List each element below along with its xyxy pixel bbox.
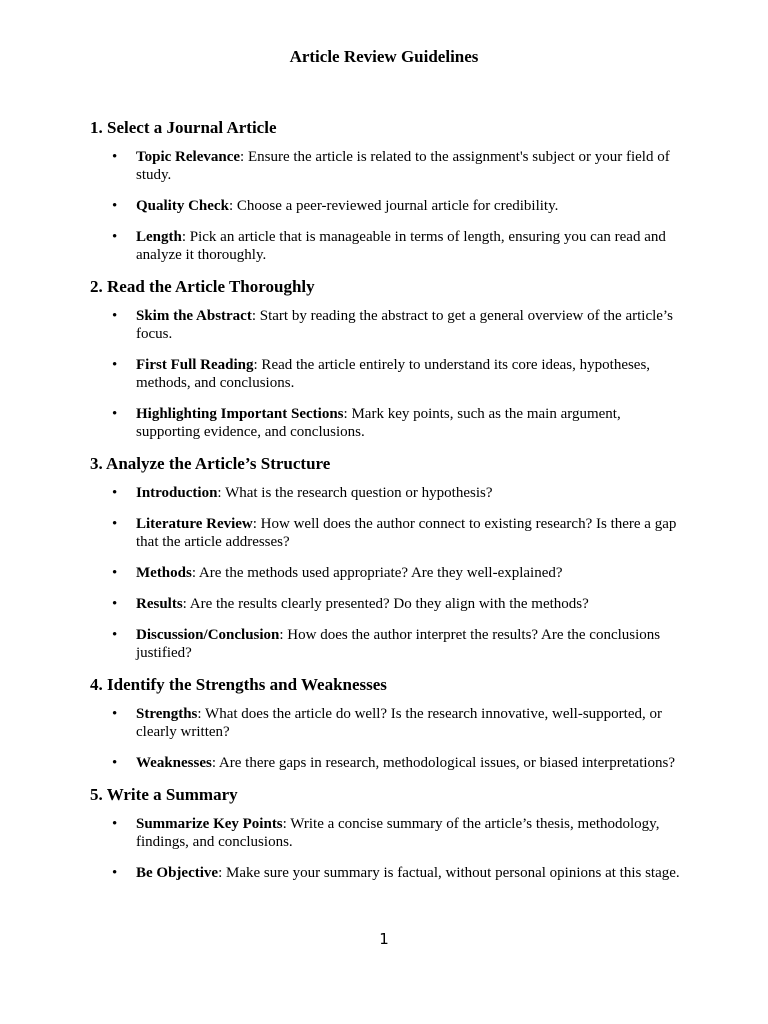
item-text: : Write a concise summary of the article’s thesis, methodology, findings, and conclusions. <box>136 816 660 850</box>
section-heading: 1. Select a Journal Article <box>90 118 277 137</box>
item-text: : Choose a peer-reviewed journal article for credibility. <box>228 198 559 214</box>
item-text: : Read the article entirely to understand its core ideas, hypotheses, methods, and conclusions. <box>136 357 651 391</box>
bullet-icon: • <box>112 565 118 581</box>
item-term: Summarize Key Points <box>136 816 283 832</box>
section-heading: 4. Identify the Strengths and Weaknesses <box>90 675 387 694</box>
item-text: : Make sure your summary is factual, without personal opinions at this stage. <box>218 865 680 881</box>
section-heading: 5. Write a Summary <box>90 785 238 804</box>
bullet-list <box>90 705 680 772</box>
item-text: : How does the author interpret the results? Are the conclusions justified? <box>136 627 661 661</box>
bullet-icon: • <box>112 816 118 832</box>
list-item <box>90 595 680 613</box>
item-text: : Ensure the article is related to the assignment's subject or your field of study. <box>136 149 670 183</box>
item-text: : Are there gaps in research, methodological issues, or biased interpretations? <box>211 755 676 771</box>
bullet-list <box>90 307 680 441</box>
item-text: : What is the research question or hypothesis? <box>217 485 493 501</box>
item-term: Literature Review <box>136 516 253 532</box>
section-write-summary <box>90 784 680 882</box>
list-item <box>90 148 680 184</box>
list-item <box>90 515 680 551</box>
item-text: : Mark key points, such as the main argument, supporting evidence, and conclusions. <box>136 406 621 440</box>
item-term: Introduction <box>136 485 218 501</box>
document-title: Article Review Guidelines <box>289 47 479 66</box>
item-term: Discussion/Conclusion <box>136 627 280 643</box>
bullet-icon: • <box>112 149 118 165</box>
bullet-icon: • <box>112 596 118 612</box>
item-term: Topic Relevance <box>136 149 241 165</box>
bullet-list <box>90 484 680 662</box>
item-text: : How well does the author connect to existing research? Is there a gap that the article addresses? <box>136 516 677 550</box>
list-item <box>90 815 680 851</box>
item-text: : Pick an article that is manageable in terms of length, ensuring you can read and analyze it thoroughly. <box>136 229 666 263</box>
item-term: Highlighting Important Sections <box>136 406 344 422</box>
page-number: 1 <box>379 930 389 948</box>
bullet-list <box>90 815 680 882</box>
item-text: : Are the results clearly presented? Do they align with the methods? <box>182 596 589 612</box>
bullet-icon: • <box>112 308 118 324</box>
section-analyze-structure <box>90 453 680 662</box>
bullet-icon: • <box>112 485 118 501</box>
item-term: Quality Check <box>136 198 229 214</box>
list-item <box>90 307 680 343</box>
list-item <box>90 626 680 662</box>
item-term: Be Objective <box>136 865 219 881</box>
bullet-icon: • <box>112 357 118 373</box>
list-item <box>90 197 680 215</box>
item-term: First Full Reading <box>136 357 254 373</box>
section-read-article <box>90 276 680 441</box>
item-term: Skim the Abstract <box>136 308 252 324</box>
bullet-icon: • <box>112 229 118 245</box>
list-item <box>90 405 680 441</box>
list-item <box>90 705 680 741</box>
item-term: Results <box>136 596 183 612</box>
bullet-icon: • <box>112 406 118 422</box>
bullet-icon: • <box>112 627 118 643</box>
item-term: Strengths <box>136 706 198 722</box>
bullet-icon: • <box>112 516 118 532</box>
section-heading: 2. Read the Article Thoroughly <box>90 277 315 296</box>
section-strengths-weaknesses <box>90 674 680 772</box>
section-heading: 3. Analyze the Article’s Structure <box>90 454 331 473</box>
list-item <box>90 864 680 882</box>
item-text: : Start by reading the abstract to get a general overview of the article’s focus. <box>136 308 673 342</box>
bullet-list <box>90 148 680 264</box>
bullet-icon: • <box>112 865 118 881</box>
item-term: Length <box>136 229 182 245</box>
bullet-icon: • <box>112 755 118 771</box>
section-select-article <box>90 117 680 264</box>
bullet-icon: • <box>112 706 118 722</box>
bullet-icon: • <box>112 198 118 214</box>
item-text: : What does the article do well? Is the research innovative, well-supported, or clearly written? <box>136 706 662 740</box>
document-body <box>90 117 680 894</box>
item-term: Methods <box>136 565 192 581</box>
list-item <box>90 754 680 772</box>
item-text: : Are the methods used appropriate? Are they well-explained? <box>191 565 563 581</box>
item-term: Weaknesses <box>136 755 212 771</box>
list-item <box>90 356 680 392</box>
list-item <box>90 564 680 582</box>
list-item <box>90 484 680 502</box>
list-item <box>90 228 680 264</box>
